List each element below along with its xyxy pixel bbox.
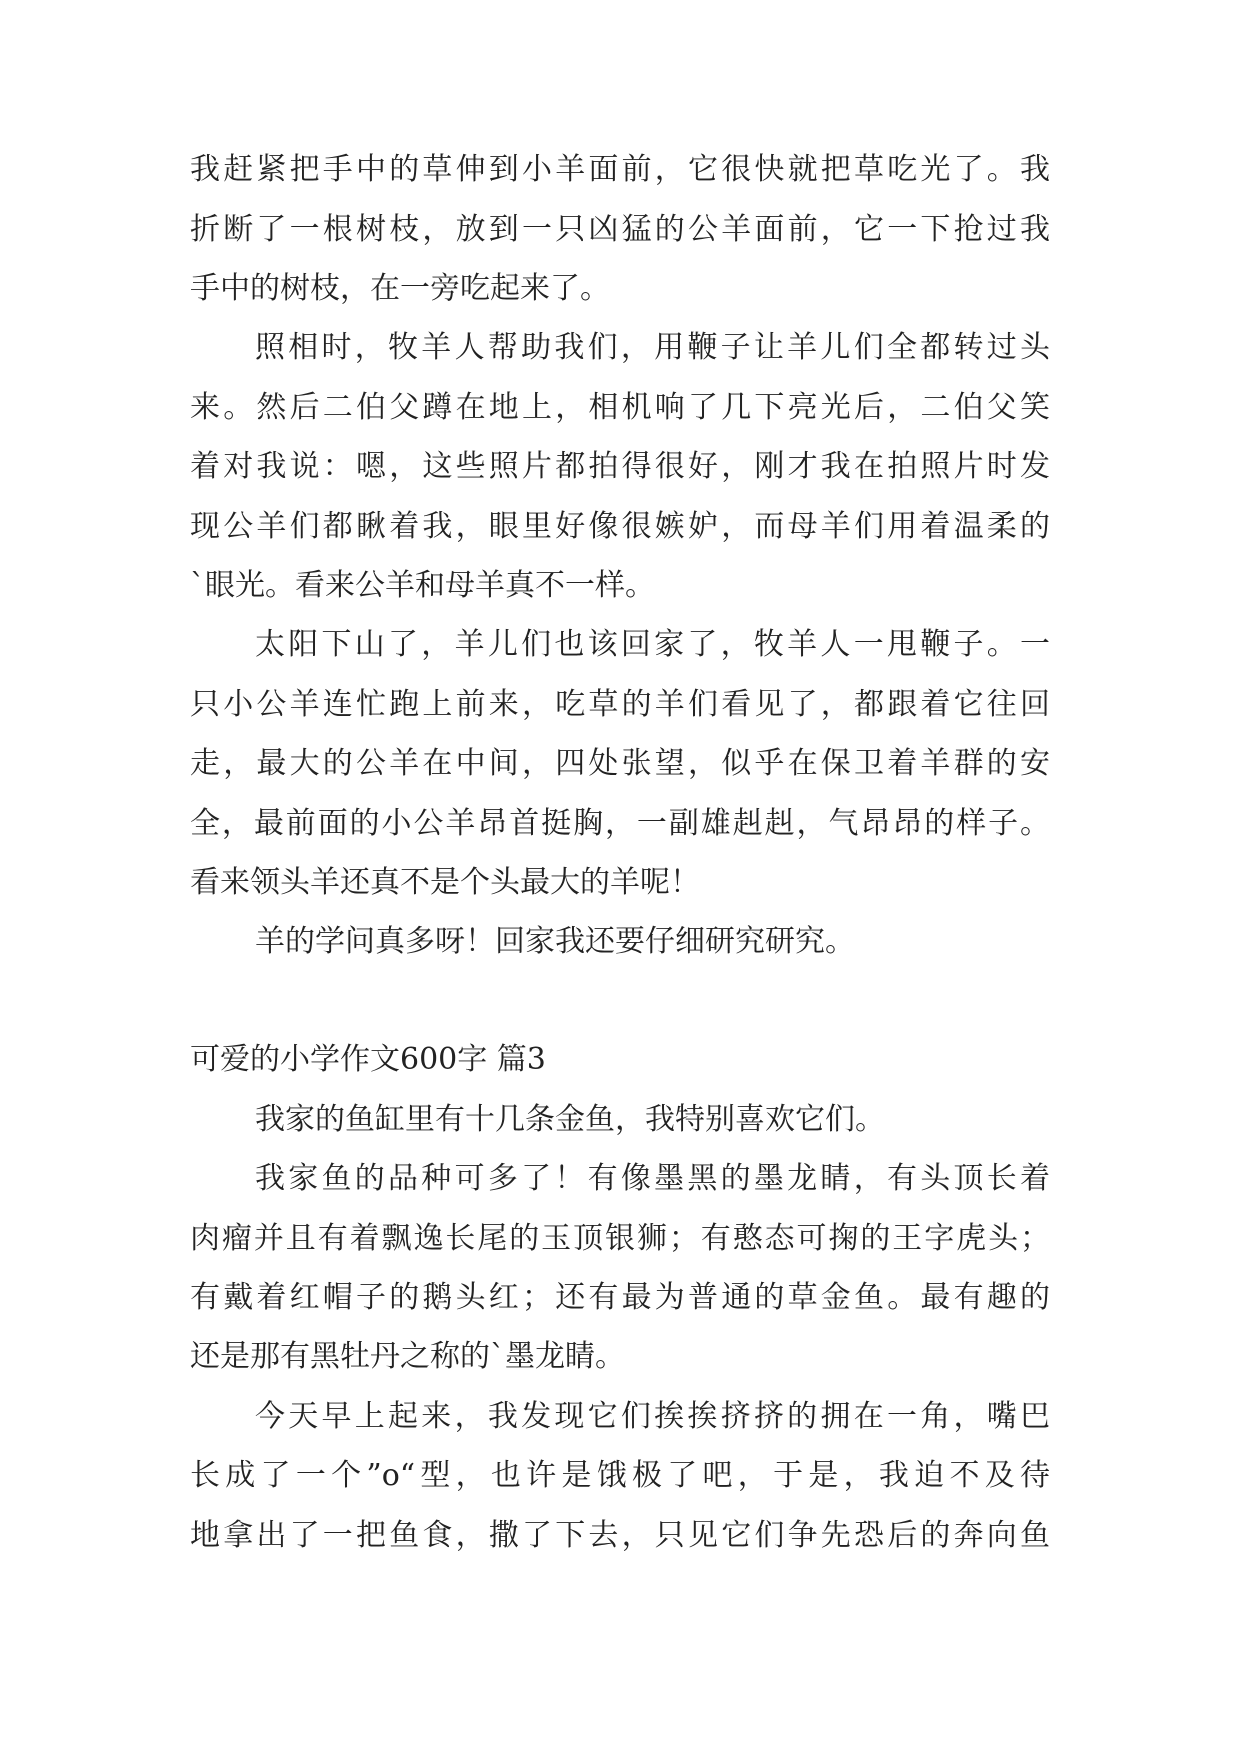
- paragraph-line: 我家的鱼缸里有十几条金鱼，我特别喜欢它们。: [255, 1102, 885, 1137]
- paragraph-line: 我家鱼的品种可多了！有像墨黑的墨龙睛，有头顶长着: [255, 1161, 1050, 1196]
- paragraph-line: 全，最前面的小公羊昂首挺胸，一副雄赳赳，气昂昂的样子。: [190, 806, 1050, 841]
- paragraph-line: 我赶紧把手中的草伸到小羊面前，它很快就把草吃光了。我: [190, 152, 1050, 187]
- paragraph-line: 肉瘤并且有着飘逸长尾的玉顶银狮；有憨态可掬的王字虎头；: [190, 1221, 1050, 1256]
- paragraph-line: 照相时，牧羊人帮助我们，用鞭子让羊儿们全都转过头: [255, 330, 1050, 365]
- paragraph-line: 有戴着红帽子的鹅头红；还有最为普通的草金鱼。最有趣的: [190, 1280, 1050, 1315]
- paragraph-line: 走，最大的公羊在中间，四处张望，似乎在保卫着羊群的安: [190, 746, 1050, 781]
- paragraph-line: 看来领头羊还真不是个头最大的羊呢！: [190, 865, 700, 900]
- paragraph-line: 今天早上起来，我发现它们挨挨挤挤的拥在一角，嘴巴: [255, 1399, 1050, 1434]
- paragraph-line: 还是那有黑牡丹之称的`墨龙睛。: [190, 1339, 625, 1374]
- paragraph-line: 折断了一根树枝，放到一只凶猛的公羊面前，它一下抢过我: [190, 212, 1050, 247]
- paragraph-line: 只小公羊连忙跑上前来，吃草的羊们看见了，都跟着它往回: [190, 687, 1050, 722]
- paragraph-line: 地拿出了一把鱼食，撒了下去，只见它们争先恐后的奔向鱼: [190, 1518, 1050, 1553]
- paragraph-line: 现公羊们都瞅着我，眼里好像很嫉妒，而母羊们用着温柔的: [190, 509, 1050, 544]
- paragraph-line: 长成了一个”o“型，也许是饿极了吧，于是，我迫不及待: [190, 1458, 1050, 1493]
- paragraph-line: 着对我说：嗯，这些照片都拍得很好，刚才我在拍照片时发: [190, 449, 1050, 484]
- paragraph-line: 来。然后二伯父蹲在地上，相机响了几下亮光后，二伯父笑: [190, 390, 1050, 425]
- paragraph-line: 羊的学问真多呀！回家我还要仔细研究研究。: [255, 924, 855, 959]
- section-heading: 可爱的小学作文600字 篇3: [190, 1042, 546, 1077]
- paragraph-line: 太阳下山了，羊儿们也该回家了，牧羊人一甩鞭子。一: [255, 627, 1050, 662]
- paragraph-line: 手中的树枝，在一旁吃起来了。: [190, 271, 610, 306]
- paragraph-line: `眼光。看来公羊和母羊真不一样。: [190, 568, 655, 603]
